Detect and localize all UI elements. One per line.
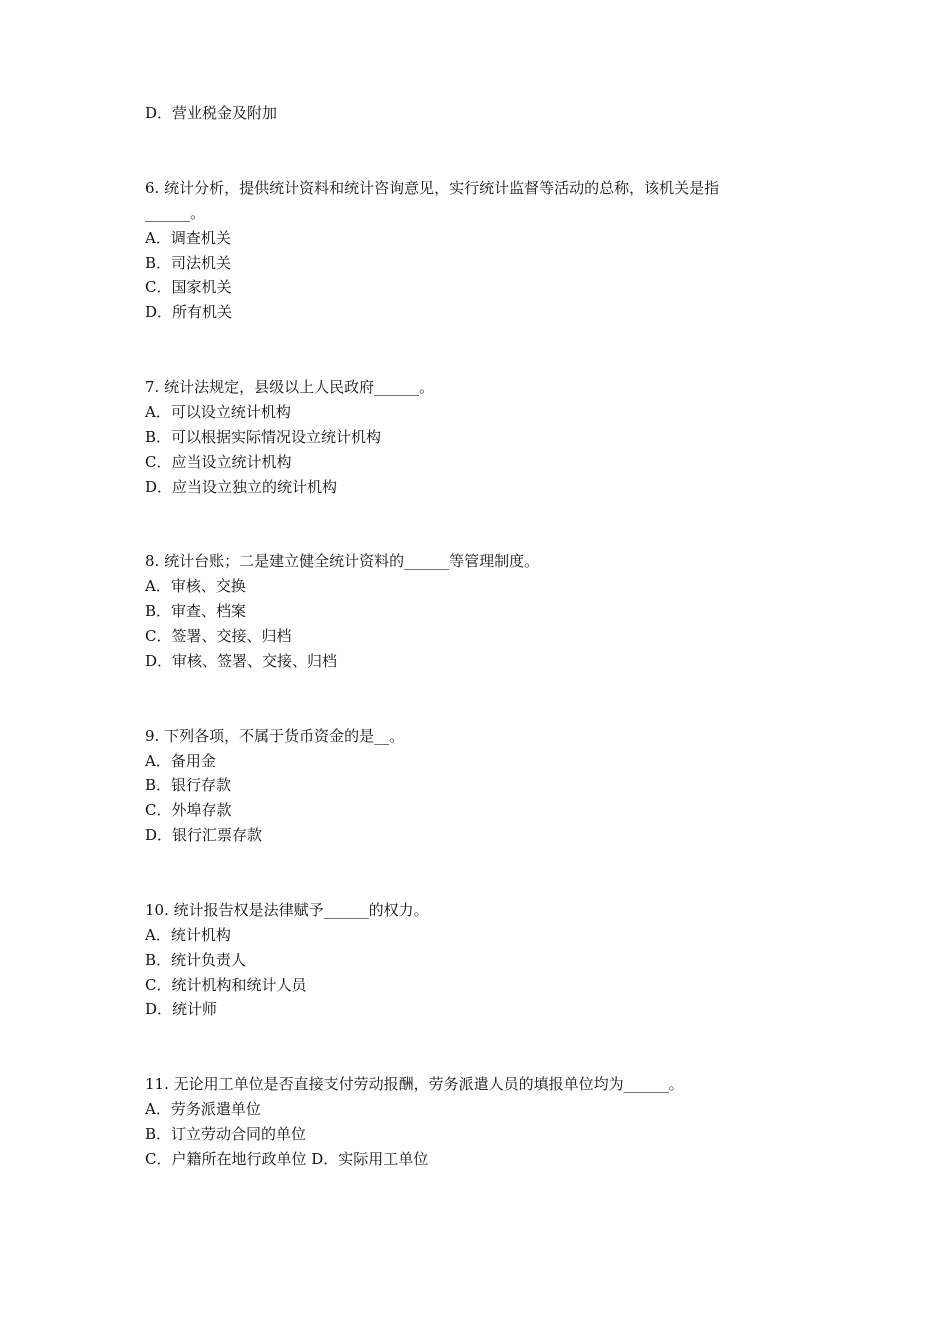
question-10-option-d: D．统计师 [145,1000,218,1018]
question-6-option-d: D．所有机关 [145,303,233,321]
question-text: 无论用工单位是否直接支付劳动报酬，劳务派遣人员的填报单位均为______。 [173,1075,684,1093]
question-9-option-c: C．外埠存款 [145,801,232,819]
question-text: 下列各项，不属于货币资金的是__。 [164,727,405,745]
question-10-option-b: B．统计负责人 [145,951,247,969]
question-8-stem [145,551,539,571]
question-8-option-d: D．审核、签署、交接、归档 [145,652,338,670]
question-text: 统计法规定，县级以上人民政府______。 [164,378,435,396]
question-9-option-a: A．备用金 [145,752,216,770]
question-text: 统计报告权是法律赋予______的权力。 [173,901,429,919]
question-11-option-a: A．劳务派遣单位 [145,1100,261,1118]
question-7-option-c: C．应当设立统计机构 [145,453,292,471]
question-9-option-d: D．银行汇票存款 [145,826,263,844]
question-11-stem [145,1074,684,1094]
question-text: 统计台账；二是建立健全统计资料的______等管理制度。 [164,552,540,570]
question-11-option-c-d: C．户籍所在地行政单位 D．实际用工单位 [145,1150,429,1168]
question-6-option-c: C．国家机关 [145,278,232,296]
question-number: 8. [145,552,160,570]
question-number: 9. [145,727,160,745]
question-10-option-c: C．统计机构和统计人员 [145,976,307,994]
question-10-option-a: A．统计机构 [145,926,231,944]
question-7-stem [145,377,434,397]
question-6-option-a: A．调查机关 [145,229,231,247]
question-number: 6. [145,179,160,197]
question-6-stem [145,178,719,198]
question-6-stem-cont: ______。 [145,204,206,222]
question-7-option-a: A．可以设立统计机构 [145,403,291,421]
question-number: 10. [145,901,169,919]
question-10-stem [145,900,429,920]
option-d-prev-question: D．营业税金及附加 [145,104,278,122]
question-11-option-b: B．订立劳动合同的单位 [145,1125,307,1143]
question-9-option-b: B．银行存款 [145,776,232,794]
question-8-option-b: B．审查、档案 [145,602,247,620]
question-8-option-a: A．审核、交换 [145,577,246,595]
question-7-option-d: D．应当设立独立的统计机构 [145,478,338,496]
question-number: 11. [145,1075,169,1093]
question-8-option-c: C．签署、交接、归档 [145,627,292,645]
question-text: 统计分析，提供统计资料和统计咨询意见，实行统计监督等活动的总称，该机关是指 [164,179,720,197]
question-7-option-b: B．可以根据实际情况设立统计机构 [145,428,382,446]
question-6-option-b: B．司法机关 [145,254,232,272]
question-9-stem [145,726,404,746]
question-number: 7. [145,378,160,396]
